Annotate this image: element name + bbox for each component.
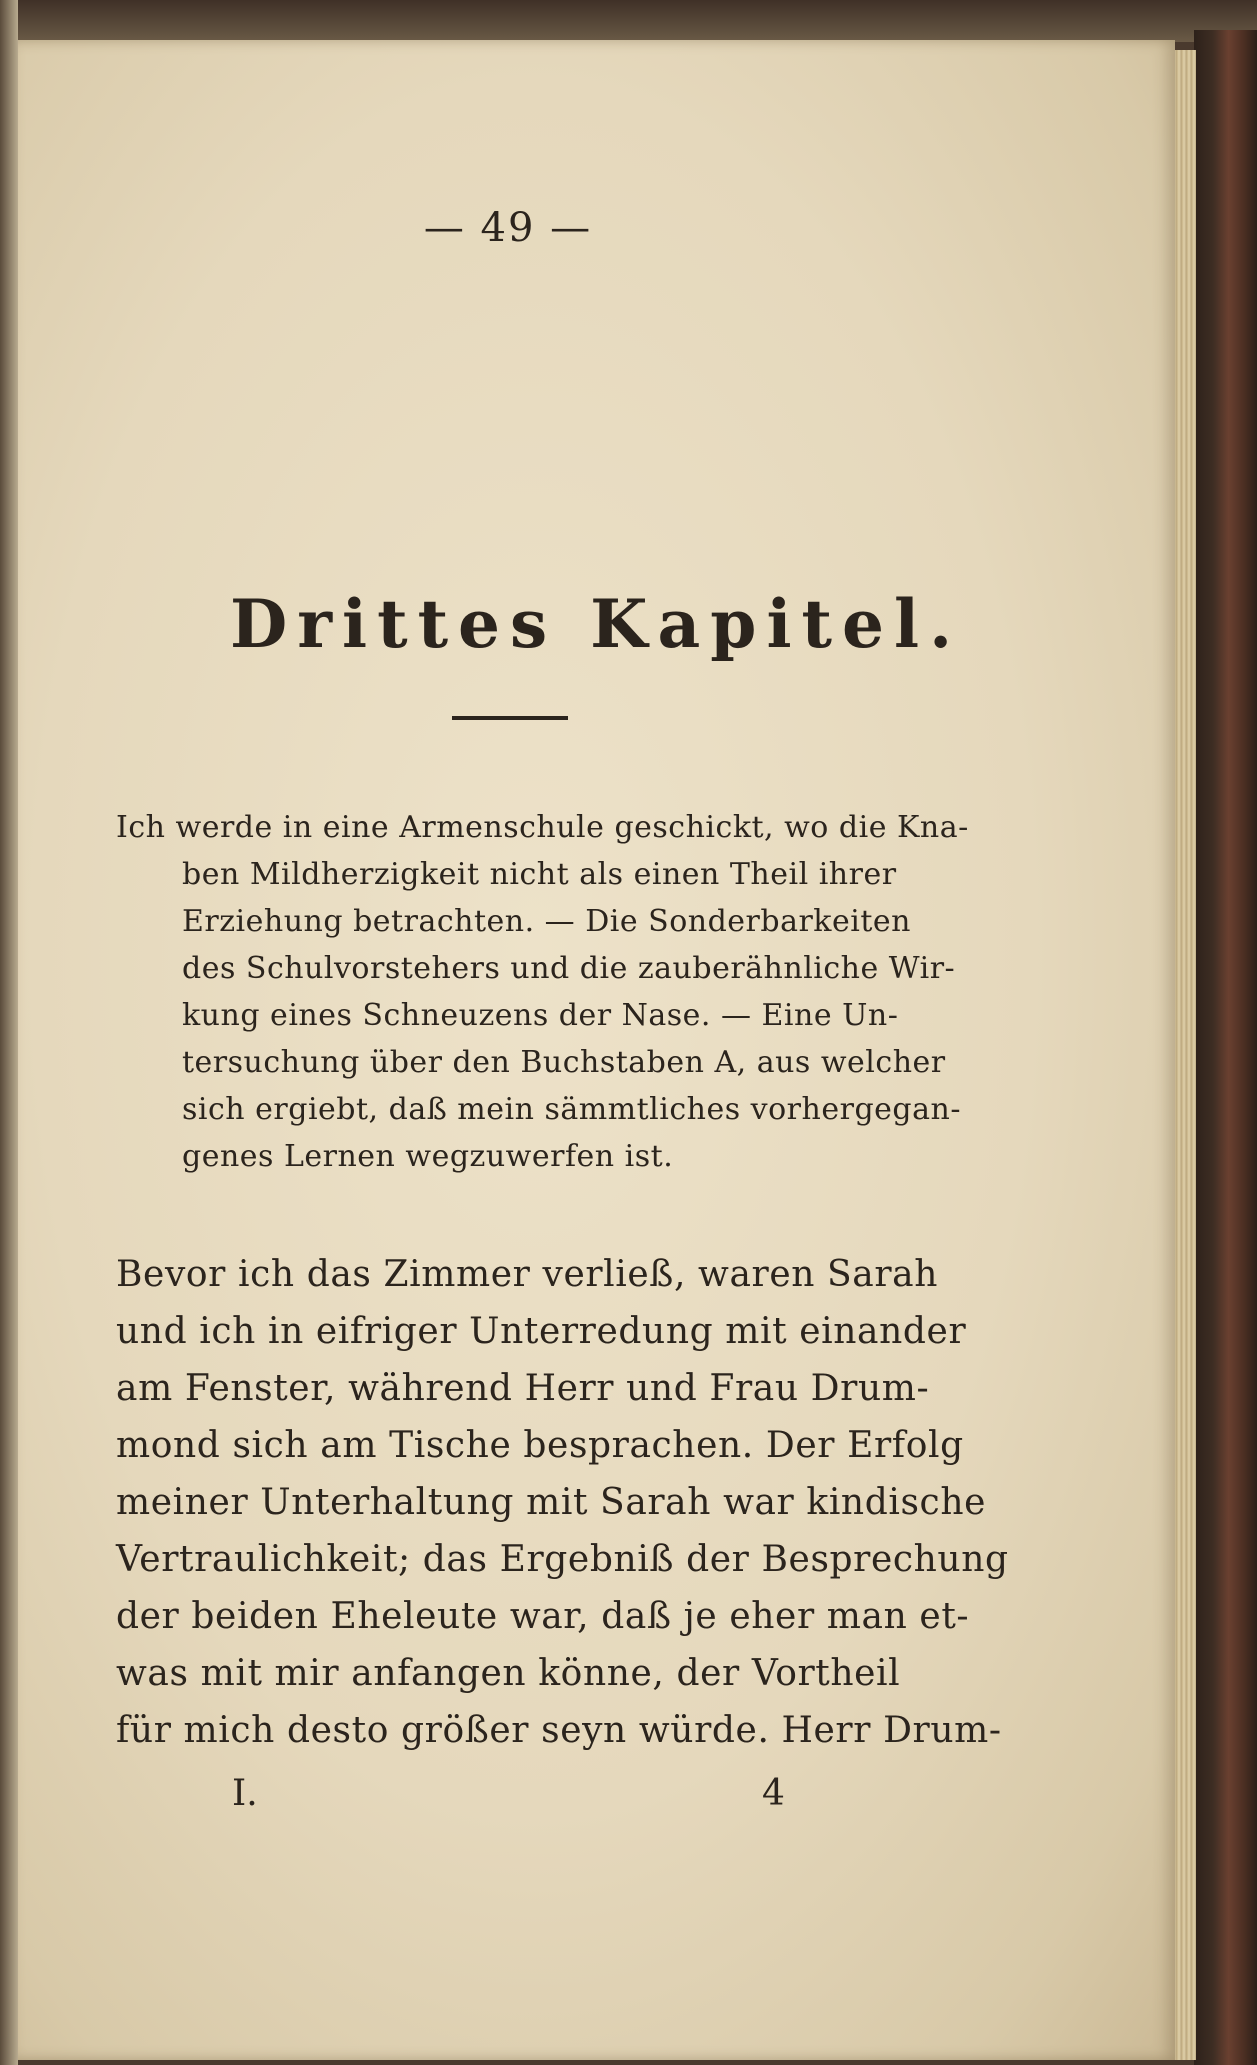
summary-line: sich ergiebt, daß mein sämmtliches vorhergegan- bbox=[182, 1092, 961, 1127]
body-line: Vertraulichkeit; das Ergebniß der Besprechung bbox=[116, 1539, 1009, 1580]
summary-line: des Schulvorstehers und die zauberähnliche Wir- bbox=[182, 951, 956, 986]
body-line: mond sich am Tische besprachen. Der Erfolg bbox=[116, 1425, 964, 1466]
chapter-title: Drittes Kapitel. bbox=[230, 585, 963, 663]
summary-line: genes Lernen wegzuwerfen ist. bbox=[182, 1139, 674, 1174]
body-line: was mit mir anfangen könne, der Vortheil bbox=[116, 1653, 901, 1694]
summary-line: kung eines Schneuzens der Nase. — Eine Un- bbox=[182, 998, 899, 1033]
book-cover-edge bbox=[1194, 30, 1257, 2065]
title-rule bbox=[452, 716, 568, 720]
gutter-edge bbox=[0, 0, 18, 2065]
summary-line: Ich werde in eine Armenschule geschickt, wo die Kna- bbox=[116, 810, 969, 845]
summary-line: Erziehung betrachten. — Die Sonderbarkeiten bbox=[182, 904, 911, 939]
body-line: für mich desto größer seyn würde. Herr Drum- bbox=[116, 1710, 1002, 1751]
summary-line: tersuchung über den Buchstaben A, aus welcher bbox=[182, 1045, 946, 1080]
page-number: — 49 — bbox=[423, 205, 593, 251]
body-line: meiner Unterhaltung mit Sarah war kindische bbox=[116, 1482, 987, 1523]
scan-background-top bbox=[0, 0, 1257, 42]
body-line: der beiden Eheleute war, daß je eher man et- bbox=[116, 1596, 970, 1637]
body-line: Bevor ich das Zimmer verließ, waren Sarah bbox=[116, 1254, 939, 1295]
body-line: und ich in eifriger Unterredung mit einander bbox=[116, 1311, 967, 1352]
body-line: am Fenster, während Herr und Frau Drum- bbox=[116, 1368, 930, 1409]
summary-line: ben Mildherzigkeit nicht als einen Theil ihrer bbox=[182, 857, 897, 892]
sheet-number: 4 bbox=[762, 1773, 785, 1814]
signature-mark: I. bbox=[232, 1773, 258, 1814]
